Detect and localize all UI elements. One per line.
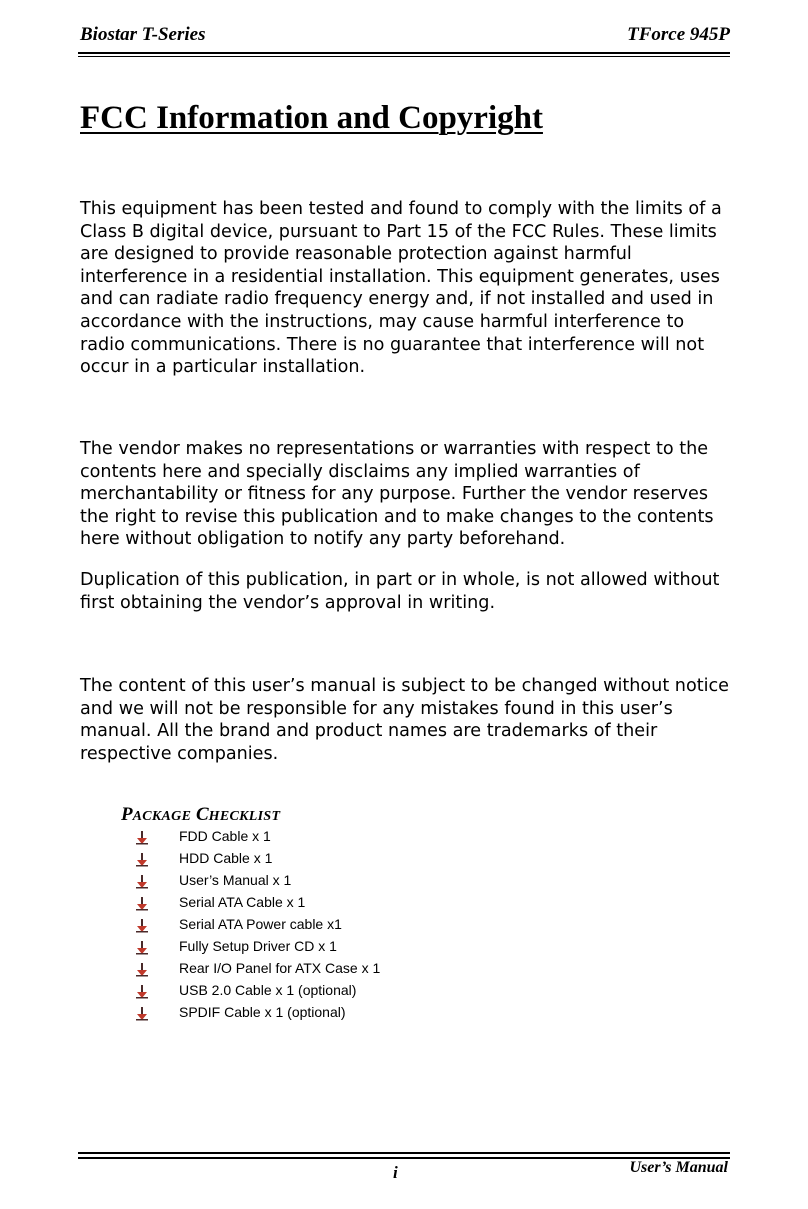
down-arrow-icon bbox=[136, 1007, 148, 1021]
checklist-item-label: FDD Cable x 1 bbox=[179, 828, 271, 844]
title-initial-p: P bbox=[121, 804, 133, 825]
checklist-item-label: Serial ATA Power cable x1 bbox=[179, 916, 342, 932]
header-rule-thin bbox=[78, 56, 730, 57]
page-title: FCC Information and Copyright bbox=[80, 100, 543, 136]
warranty-paragraph: The vendor makes no representations or warranties with respect to the contents here and specially disclaims any implied warranties of merchantability or fitness for any purpose. Further the vendor reserves the right to revise this publication and to make changes to the contents here without obligation to notify any party beforehand. bbox=[80, 439, 714, 550]
down-arrow-icon bbox=[136, 941, 148, 955]
page-number: i bbox=[393, 1163, 398, 1182]
footer-rule bbox=[78, 1152, 730, 1154]
page-header bbox=[78, 24, 730, 52]
checklist-item-label: SPDIF Cable x 1 (optional) bbox=[179, 1004, 346, 1020]
footer-manual-label: User’s Manual bbox=[629, 1159, 728, 1176]
checklist-item-label: Serial ATA Cable x 1 bbox=[179, 894, 306, 910]
checklist-item-label: Rear I/O Panel for ATX Case x 1 bbox=[179, 960, 381, 976]
header-model: TForce 945P bbox=[627, 24, 730, 45]
header-series: Biostar T-Series bbox=[80, 24, 206, 45]
down-arrow-icon bbox=[136, 985, 148, 999]
checklist-item-label: Fully Setup Driver CD x 1 bbox=[179, 938, 337, 954]
down-arrow-icon bbox=[136, 963, 148, 977]
manual-notice-paragraph: The content of this user’s manual is subject to be changed without notice and we will not be responsible for any mistakes found in this user’s manual. All the brand and product names are trademarks of their respective companies. bbox=[80, 676, 730, 764]
down-arrow-icon bbox=[136, 919, 148, 933]
fcc-paragraph: This equipment has been tested and found to comply with the limits of a Class B digital device, pursuant to Part 15 of the FCC Rules. These limits are designed to provide reasonable protection against harmful interference in a residential installation. This equipment generates, uses and can radiate radio frequency energy and, if not installed and used in accordance with the instructions, may cause harmful interference to radio communications. There is no guarantee that interference will not occur in a particular installation. bbox=[80, 199, 722, 378]
down-arrow-icon bbox=[136, 853, 148, 867]
title-rest-ackage: ACKAGE bbox=[132, 809, 192, 824]
checklist-item-label: User’s Manual x 1 bbox=[179, 872, 292, 888]
duplication-paragraph: Duplication of this publication, in part or in whole, is not allowed without first obtaining the vendor’s approval in writing. bbox=[80, 570, 720, 613]
down-arrow-icon bbox=[136, 875, 148, 889]
title-rest-hecklist: HECKLIST bbox=[208, 809, 281, 824]
checklist-item-label: USB 2.0 Cable x 1 (optional) bbox=[179, 982, 357, 998]
package-checklist-title bbox=[121, 804, 280, 826]
checklist-item-label: HDD Cable x 1 bbox=[179, 850, 273, 866]
title-initial-c: C bbox=[195, 804, 209, 825]
down-arrow-icon bbox=[136, 831, 148, 845]
down-arrow-icon bbox=[136, 897, 148, 911]
header-rule bbox=[78, 52, 730, 54]
